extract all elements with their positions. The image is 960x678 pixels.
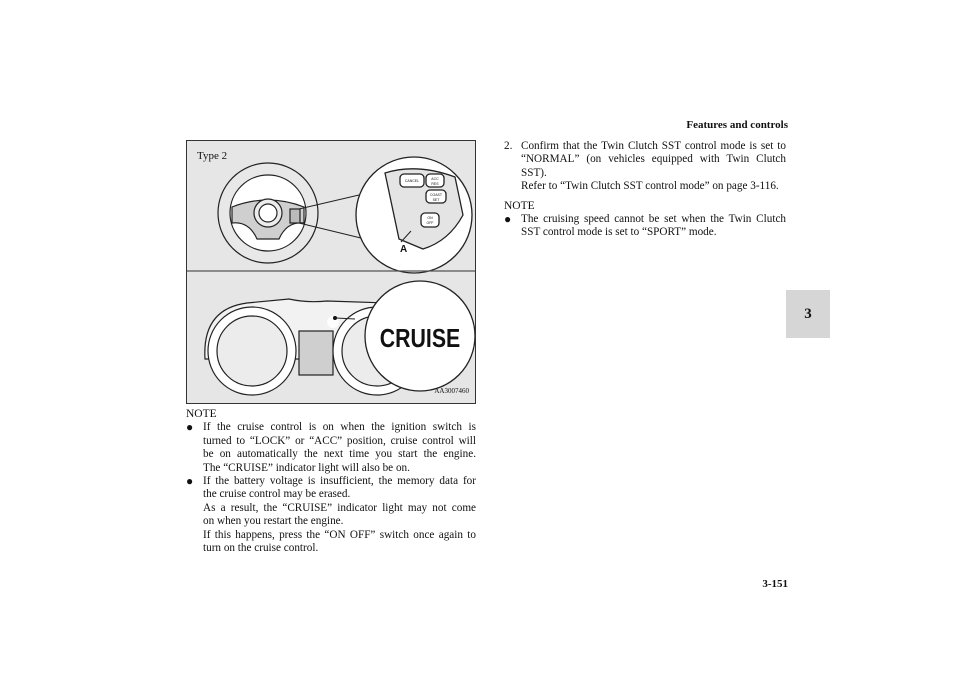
callout-a-label: A: [400, 244, 408, 255]
right-note: [504, 200, 786, 240]
right-column: [504, 140, 786, 240]
page-number: 3-151: [762, 578, 788, 590]
step-line: Confirm that the Twin Clutch SST control mode is set to: [521, 140, 786, 152]
bullet-icon: ●: [186, 420, 194, 435]
cancel-button-label: CANCEL: [404, 179, 420, 183]
indicator-dot: [333, 316, 337, 320]
cruise-magnified: [365, 281, 475, 391]
note-label: NOTE: [186, 408, 217, 420]
chapter-tab: 3: [786, 290, 830, 338]
step-line: SST).: [521, 166, 547, 179]
step-number: 2.: [504, 140, 513, 152]
note-line: If the battery voltage is insufficient, the memory data for: [203, 475, 476, 488]
bullet-icon: ●: [504, 212, 512, 227]
acc-res-button-label: ACC: [431, 177, 439, 181]
coast-set-button-label-2: SET: [432, 198, 440, 202]
on-off-button-label: ON: [427, 216, 433, 220]
note-line: the cruise control may be erased.: [203, 488, 351, 501]
note-item: [186, 475, 476, 555]
switch-magnified: [356, 157, 472, 273]
header-title: Features and controls: [686, 119, 788, 131]
note-label: NOTE: [504, 199, 535, 212]
note-line: If this happens, press the “ON OFF” switch once again to: [203, 528, 476, 541]
steering-wheel: [218, 163, 318, 263]
note-line: The “CRUISE” indicator light will also be on.: [203, 461, 410, 474]
acc-res-button-label-2: RES: [431, 182, 439, 186]
note-line: be on automatically the next time you start the engine.: [203, 448, 476, 461]
note-line: SST control mode is set to “SPORT” mode.: [521, 226, 717, 239]
cruise-control-figure: [186, 140, 476, 404]
on-off-button-label-2: OFF: [426, 221, 434, 225]
note-line: turned to “LOCK” or “ACC” position, cruise control will: [203, 434, 476, 447]
step-line: Refer to “Twin Clutch SST control mode” on page 3-116.: [521, 180, 779, 193]
bullet-icon: ●: [186, 474, 194, 489]
note-line: turn on the cruise control.: [203, 542, 319, 555]
note-line: As a result, the “CRUISE” indicator light may not come: [203, 501, 476, 514]
note-line: The cruising speed cannot be set when the Twin Clutch: [521, 213, 786, 226]
note-line: If the cruise control is on when the ignition switch is: [203, 421, 476, 434]
step-line: “NORMAL” (on vehicles equipped with Twin Clutch: [521, 153, 786, 166]
procedure-step: [504, 140, 786, 194]
note-line: on when you restart the engine.: [203, 515, 344, 528]
figure-code: AA3007460: [434, 387, 469, 395]
note-item: [504, 213, 786, 240]
figure-type-label: Type 2: [197, 150, 228, 162]
note-item: [186, 421, 476, 475]
coast-set-button-label: COAST: [429, 193, 443, 197]
figure-illustration: [187, 141, 476, 404]
left-note: [186, 408, 476, 555]
cruise-indicator-text: CRUISE: [379, 324, 461, 354]
